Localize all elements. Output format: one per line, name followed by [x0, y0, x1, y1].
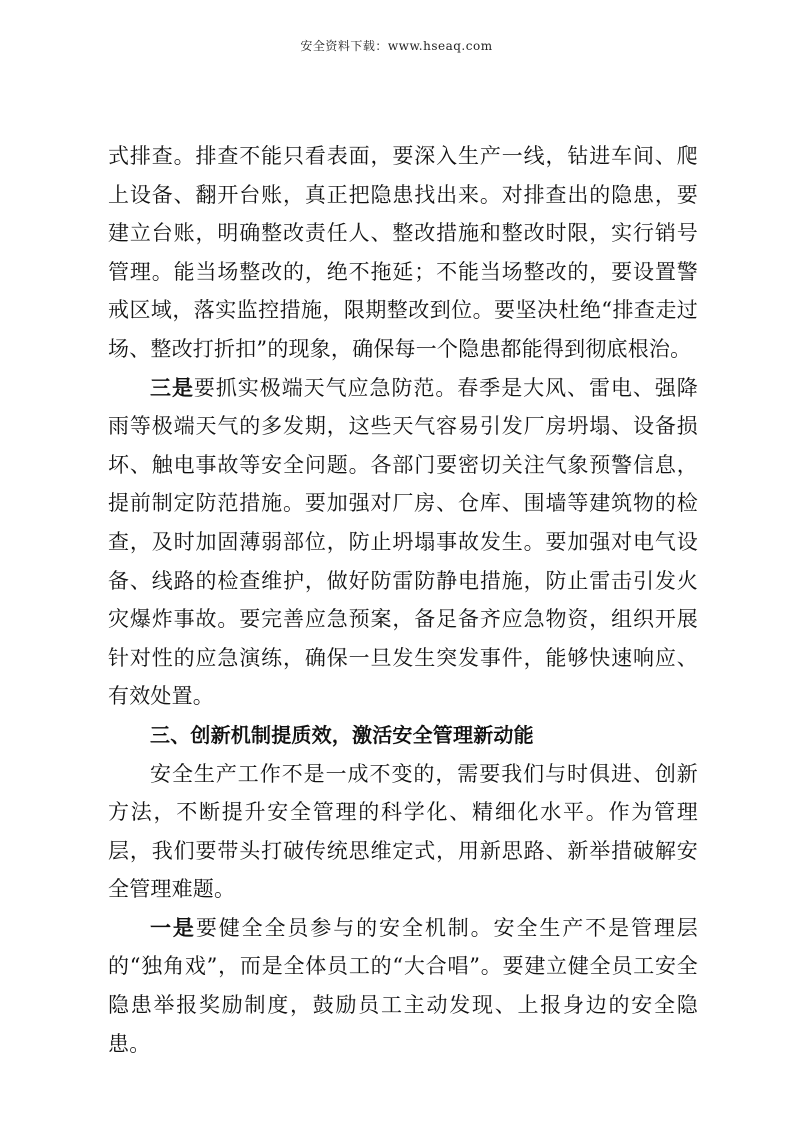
paragraph-continued: 式排查。排查不能只看表面，要深入生产一线，钻进车间、爬上设备、翻开台账，真正把隐患找出来。对排查出的隐患，要建立台账，明确整改责任人、整改措施和整改时限，实行销号管理。能当场整改的，绝不拖延；不能当场整改的，要设置警戒区域，落实监控措施，限期整改到位。要坚决杜绝“排查走过场、整改打折扣”的现象，确保每一个隐患都能得到彻底根治。 [108, 144, 698, 361]
document-body [108, 137, 698, 1063]
paragraph-text: 要抓实极端天气应急防范。春季是大风、雷电、强降雨等极端天气的多发期，这些天气容易引发厂房坍塌、设备损坏、触电事故等安全问题。各部门要密切关注气象预警信息，提前制定防范措施。要加强对厂房、仓库、围墙等建筑物的检查，及时加固薄弱部位，防止坍塌事故发生。要加强对电气设备、线路的检查维护，做好防雷防静电措施，防止雷击引发火灾爆炸事故。要完善应急预案，备足备齐应急物资，组织开展针对性的应急演练，确保一旦发生突发事件，能够快速响应、有效处置。 [108, 375, 698, 709]
paragraph-lead: 三是 [150, 375, 194, 400]
paragraph-innovation: 安全生产工作不是一成不变的，需要我们与时俱进、创新方法，不断提升安全管理的科学化、精细化水平。作为管理层，我们要带头打破传统思维定式，用新思路、新举措破解安全管理难题。 [108, 761, 698, 902]
paragraph-mechanism [108, 909, 698, 1063]
section-heading: 三、创新机制提质效，激活安全管理新动能 [150, 722, 534, 747]
page-header: 安全资料下载：www.hseaq.com [300, 39, 493, 53]
paragraph-text: 要健全全员参与的安全机制。安全生产不是管理层的“独角戏”，而是全体员工的“大合唱”。要建立健全员工安全隐患举报奖励制度，鼓励员工主动发现、上报身边的安全隐患。 [108, 915, 698, 1056]
paragraph-lead: 一是 [150, 915, 196, 940]
paragraph-weather [108, 369, 698, 716]
